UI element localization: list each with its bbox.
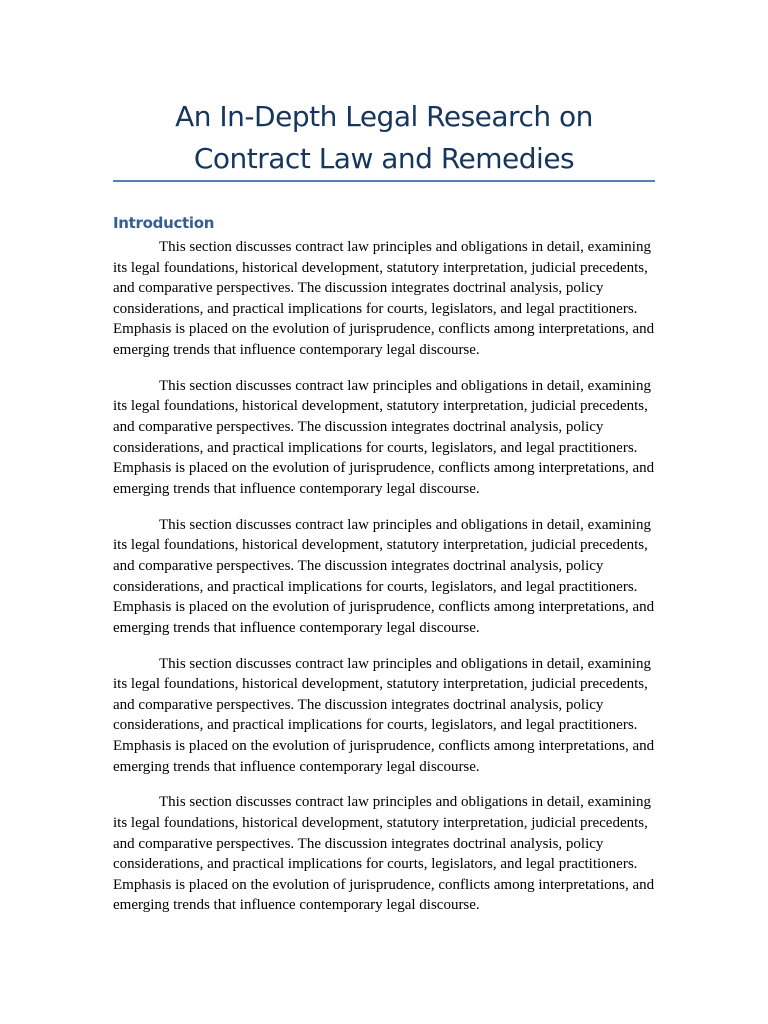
document-title: An In-Depth Legal Research on Contract Law and Remedies xyxy=(175,100,593,175)
body-paragraph: This section discusses contract law principles and obligations in detail, examining its legal foundations, historical development, statutory interpretation, judicial precedents, and comparative perspectives. The discussion integrates doctrinal analysis, policy considerations, and practical implications for courts, legislators, and legal practitioners. Emphasis is placed on the evolution of jurisprudence, conflicts among interpretations, and emerging trends that influence contemporary legal discourse. xyxy=(113,377,655,497)
body-paragraph: This section discusses contract law principles and obligations in detail, examining its legal foundations, historical development, statutory interpretation, judicial precedents, and comparative perspectives. The discussion integrates doctrinal analysis, policy considerations, and practical implications for courts, legislators, and legal practitioners. Emphasis is placed on the evolution of jurisprudence, conflicts among interpretations, and emerging trends that influence contemporary legal discourse. xyxy=(113,794,655,914)
body-paragraph: This section discusses contract law principles and obligations in detail, examining its legal foundations, historical development, statutory interpretation, judicial precedents, and comparative perspectives. The discussion integrates doctrinal analysis, policy considerations, and practical implications for courts, legislators, and legal practitioners. Emphasis is placed on the evolution of jurisprudence, conflicts among interpretations, and emerging trends that influence contemporary legal discourse. xyxy=(113,655,655,775)
section-heading-introduction: Introduction xyxy=(113,214,215,232)
section-body-introduction xyxy=(113,237,656,931)
title-underline-rule xyxy=(113,180,655,182)
body-paragraph: This section discusses contract law principles and obligations in detail, examining its legal foundations, historical development, statutory interpretation, judicial precedents, and comparative perspectives. The discussion integrates doctrinal analysis, policy considerations, and practical implications for courts, legislators, and legal practitioners. Emphasis is placed on the evolution of jurisprudence, conflicts among interpretations, and emerging trends that influence contemporary legal discourse. xyxy=(113,516,655,636)
body-paragraph: This section discusses contract law principles and obligations in detail, examining its legal foundations, historical development, statutory interpretation, judicial precedents, and comparative perspectives. The discussion integrates doctrinal analysis, policy considerations, and practical implications for courts, legislators, and legal practitioners. Emphasis is placed on the evolution of jurisprudence, conflicts among interpretations, and emerging trends that influence contemporary legal discourse. xyxy=(113,239,655,358)
